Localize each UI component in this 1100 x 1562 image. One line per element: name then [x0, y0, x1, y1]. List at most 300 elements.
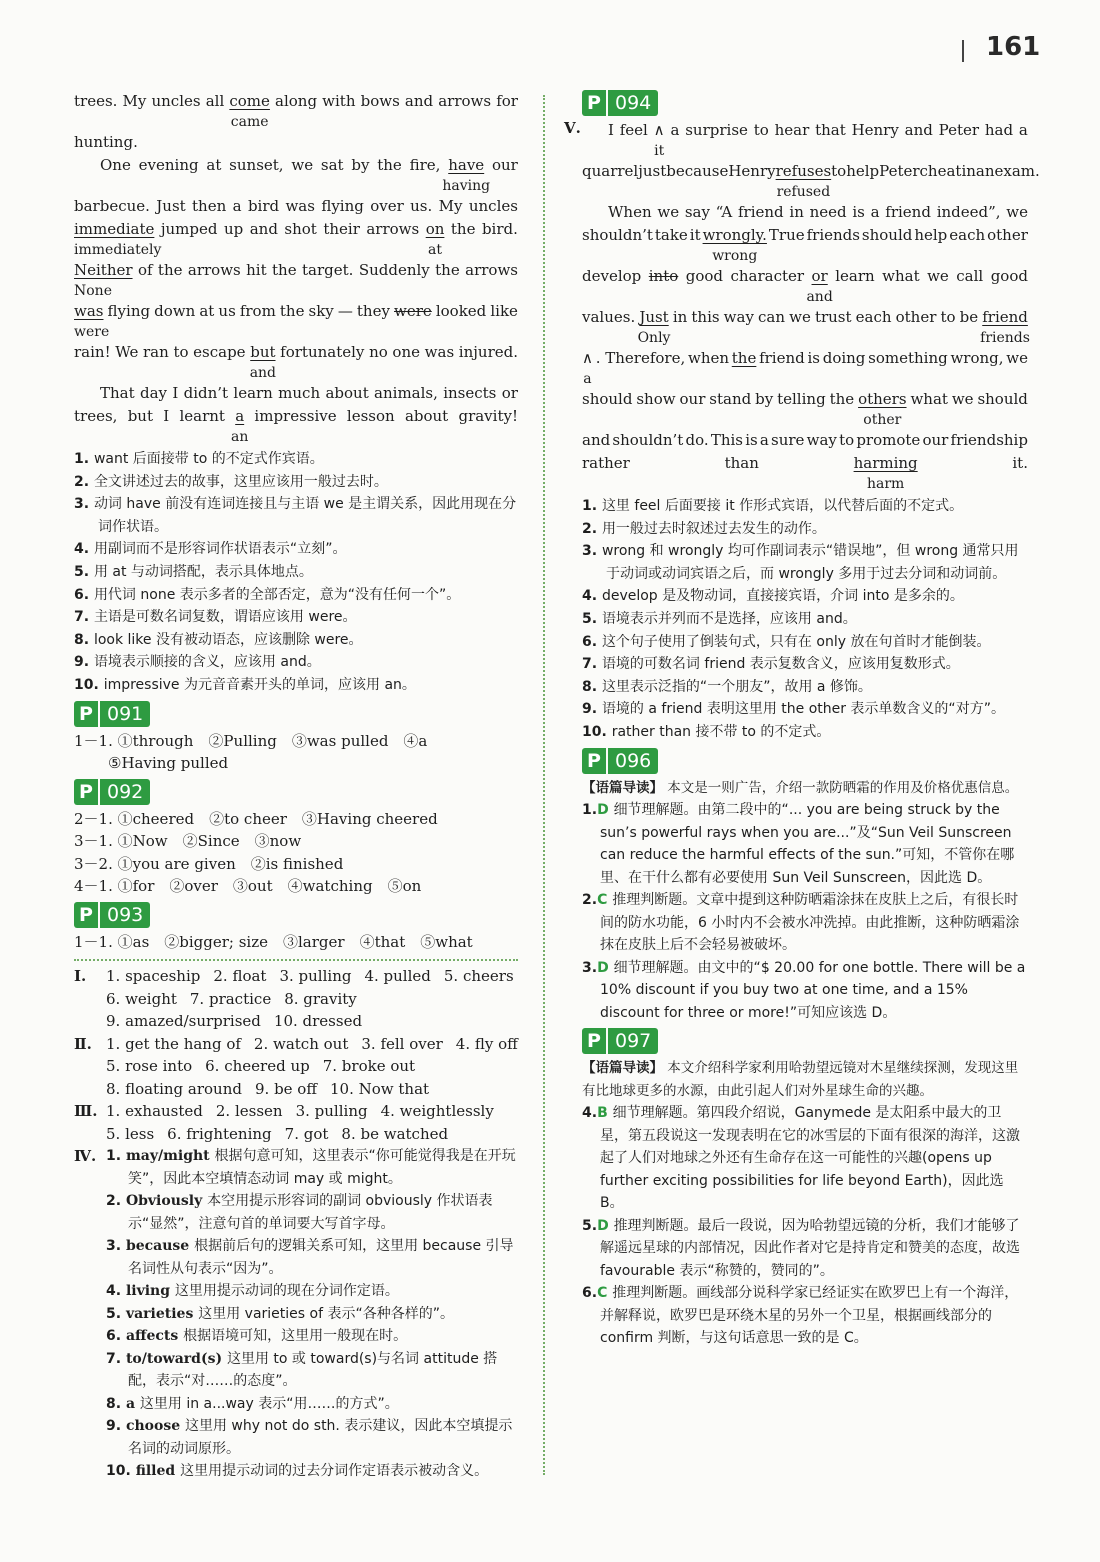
- word: arrows: [187, 261, 241, 279]
- word: down: [154, 302, 196, 320]
- word: should: [582, 390, 633, 408]
- word: My: [122, 92, 147, 110]
- word: to: [173, 343, 189, 361]
- item-number: 6.: [106, 1328, 126, 1345]
- answer-item: 2. float: [213, 967, 267, 986]
- note-text: 用代词 none 表示多者的全部否定，意为“没有任何一个”。: [93, 586, 461, 603]
- explanation: 细节理解题。第四段介绍说，Ganymede 是太阳系中最大的卫星，第五段说这一发现表明在它的冰雪层的下面有很深的海洋，这激起了人们对地球之外还有生命存在这一可能性的兴趣(opens up further exciting possibilities for life beyond Earth)，因此选 B。: [600, 1105, 1020, 1212]
- word: their: [323, 220, 360, 238]
- word: a: [759, 431, 769, 449]
- word: lesson: [346, 407, 395, 425]
- note-number: 4.: [582, 588, 602, 605]
- word: just: [638, 162, 667, 180]
- word: we: [1006, 203, 1028, 221]
- word: promote: [856, 431, 921, 449]
- word: learn: [233, 384, 273, 402]
- note-text: rather than 接不带 to 的不定式。: [611, 723, 831, 740]
- note-number: 6.: [582, 633, 602, 650]
- error-word: or and: [806, 267, 833, 305]
- explanation: 这里用 why not do sth. 表示建议，因此本空填提示名词的动词原形。: [128, 1418, 513, 1457]
- question-number: 1.: [582, 802, 598, 819]
- word: our: [491, 156, 518, 174]
- word: and: [404, 92, 434, 110]
- word: it.: [1012, 454, 1028, 472]
- exercise-items: [106, 1145, 518, 1483]
- word: sat: [320, 156, 344, 174]
- note-number: 3.: [74, 496, 94, 513]
- error-word: Neither None: [74, 261, 133, 299]
- passage-line: [582, 224, 1028, 265]
- word: Henry: [851, 121, 899, 139]
- word: One: [100, 156, 131, 174]
- correction: an: [230, 429, 249, 445]
- note-number: 8.: [582, 678, 602, 695]
- passage-line: [582, 119, 1028, 160]
- word: can: [758, 308, 786, 326]
- note-item: [74, 606, 518, 629]
- word: gravity!: [458, 407, 518, 425]
- word: impressive: [254, 407, 337, 425]
- word: take: [654, 226, 688, 244]
- section-093: [74, 898, 518, 954]
- item-number: 2.: [106, 1193, 126, 1210]
- word: flying: [321, 197, 364, 215]
- word: what: [910, 390, 948, 408]
- answer-item: 2. watch out: [253, 1034, 349, 1053]
- word: target.: [302, 261, 354, 279]
- word: sky: [308, 302, 334, 320]
- word: by: [351, 156, 370, 174]
- note-number: 7.: [582, 656, 602, 673]
- word: uncles: [151, 92, 201, 110]
- word: develop: [582, 267, 642, 285]
- word: ran: [143, 343, 169, 361]
- word: to: [940, 308, 956, 326]
- answer-item: [106, 1393, 518, 1416]
- word: flying: [107, 302, 151, 320]
- error-word: immediate immediately: [74, 220, 162, 258]
- answer-item: 10. Now that: [330, 1079, 430, 1098]
- answer-notes-left: [74, 448, 518, 697]
- insert-mark: ∧ a: [582, 349, 593, 387]
- answer-word: because: [125, 1238, 195, 1255]
- error-word: but and: [249, 343, 277, 381]
- p-icon: P: [74, 902, 98, 928]
- word: no: [369, 343, 388, 361]
- word: wrong,: [950, 349, 1004, 367]
- word: hit: [246, 261, 267, 279]
- p-icon: P: [74, 779, 98, 805]
- passage-line: [74, 382, 518, 405]
- page-number: 161: [986, 32, 1041, 62]
- answer-item: 1. exhausted: [106, 1102, 203, 1121]
- word: bows: [360, 92, 400, 110]
- error-word: friend friends: [980, 308, 1030, 346]
- correction: were: [74, 324, 110, 340]
- word: cheat: [919, 162, 962, 180]
- note-text: 这里 feel 后面要接 it 作形式宾语，以代替后面的不定式。: [601, 498, 964, 514]
- word: is: [852, 203, 865, 221]
- word: say: [684, 203, 710, 221]
- p-icon: P: [582, 748, 606, 774]
- word: one: [392, 343, 420, 361]
- header-separator: [962, 40, 964, 62]
- answer-item: 6. weight: [106, 989, 177, 1008]
- note-text: 语境的可数名词 friend 表示复数含义，应该用复数形式。: [601, 656, 960, 673]
- word: something: [868, 349, 948, 367]
- correction: and: [249, 365, 277, 381]
- word: we: [927, 267, 949, 285]
- word: each: [949, 226, 986, 244]
- correction: None: [74, 283, 112, 299]
- word: us.: [410, 197, 433, 215]
- note-text: 这里表示泛指的“一个朋友”，故用 a 修饰。: [601, 678, 872, 695]
- word: feel: [619, 121, 648, 139]
- word: along: [275, 92, 318, 110]
- correction: friends: [980, 330, 1030, 346]
- note-number: 10.: [74, 676, 104, 693]
- word: had: [984, 121, 1014, 139]
- word: help: [846, 162, 880, 180]
- answer-letter: B: [597, 1105, 613, 1122]
- word: we: [789, 308, 811, 326]
- note-number: 9.: [582, 701, 602, 718]
- passage-line: [74, 195, 518, 218]
- word: I: [163, 407, 170, 425]
- word: to: [839, 431, 855, 449]
- correction: and: [806, 289, 833, 305]
- note-number: 10.: [582, 723, 612, 740]
- word: arrows: [465, 261, 518, 279]
- exercise-section: [74, 965, 518, 1033]
- word: friends: [806, 226, 860, 244]
- answer-item: 7. broke out: [322, 1057, 416, 1076]
- answer-item: 1. get the hang of: [106, 1034, 241, 1053]
- item-number: 3.: [106, 1238, 126, 1255]
- answer-item: 3. fell over: [361, 1034, 443, 1053]
- word: insects: [443, 384, 497, 402]
- p-icon: P: [582, 1028, 606, 1054]
- word: escape: [193, 343, 246, 361]
- answer-item: 8. be watched: [341, 1124, 449, 1143]
- word: a: [670, 121, 680, 139]
- item-number: 5.: [106, 1305, 126, 1322]
- note-item: [582, 540, 1028, 585]
- word: what: [882, 267, 920, 285]
- note-number: 2.: [74, 473, 94, 490]
- error-word: others other: [858, 390, 907, 428]
- word: shouldn’t: [612, 431, 684, 449]
- word: the: [157, 261, 183, 279]
- word: we: [657, 203, 680, 221]
- passage-line: [582, 429, 1028, 452]
- question-answer: [582, 1215, 1028, 1283]
- section-badge-093: P 093: [74, 902, 150, 928]
- note-number: 7.: [74, 609, 94, 626]
- word: from: [239, 302, 276, 320]
- error-word: was were: [74, 302, 110, 340]
- question-number: 3.: [582, 959, 598, 976]
- note-number: 2.: [582, 520, 602, 537]
- section-096: [582, 744, 1028, 1025]
- correction: other: [863, 412, 902, 428]
- note-text: want 后面接带 to 的不定式作宾语。: [93, 451, 324, 467]
- word: up: [223, 220, 244, 238]
- note-number: 1.: [582, 498, 602, 514]
- answer-item: 3. pulling: [295, 1102, 368, 1121]
- answer-word: choose: [125, 1418, 185, 1435]
- answer-item: 5. cheers: [443, 967, 514, 986]
- word: in: [789, 203, 804, 221]
- answer-item: 6. cheered up: [205, 1057, 310, 1076]
- passage-line: [74, 154, 518, 195]
- note-text: 语境的 a friend 表明这里用 the other 表示单数含义的“对方”。: [601, 701, 1005, 718]
- word: then: [192, 197, 227, 215]
- word: at: [206, 156, 222, 174]
- section-badge-092: P 092: [74, 779, 150, 805]
- note-item: [74, 561, 518, 584]
- word: fortunately: [280, 343, 365, 361]
- answer-word: Obviously: [125, 1193, 208, 1210]
- word: bird.: [481, 220, 518, 238]
- roman-numeral: Ⅲ.: [74, 1102, 98, 1121]
- roman-numeral: Ⅱ.: [74, 1034, 92, 1053]
- word: True: [768, 226, 805, 244]
- word: need: [809, 203, 847, 221]
- word: and: [249, 220, 278, 238]
- word: to: [831, 162, 847, 180]
- error-word: harming harm: [853, 454, 918, 492]
- word: exam.: [994, 162, 1040, 180]
- error-word: Just Only: [637, 308, 671, 346]
- word: Suddenly: [358, 261, 430, 279]
- note-item: [582, 676, 1028, 699]
- note-text: 动词 have 前没有连词连接且与主语 we 是主谓关系，因此用现在分词作状语。: [93, 496, 517, 535]
- word: doing: [822, 349, 866, 367]
- note-number: 9.: [74, 654, 94, 671]
- error-word: come came: [229, 92, 270, 130]
- word: Just: [156, 197, 186, 215]
- word: injured.: [458, 343, 518, 361]
- note-item: [74, 493, 518, 538]
- word: rain!: [74, 343, 111, 361]
- answer-item: 4. pulled: [364, 967, 431, 986]
- word: rather: [582, 454, 630, 472]
- note-text: 语境表示顺接的含义，应该用 and。: [93, 654, 321, 671]
- word: about: [325, 384, 369, 402]
- question-answers: [582, 799, 1028, 1024]
- note-item: [582, 495, 1028, 518]
- word: the: [272, 261, 297, 279]
- question-answer: [582, 1102, 1028, 1215]
- question-answer: [582, 889, 1028, 957]
- word: and: [904, 121, 933, 139]
- answer-item: 6. frightening: [167, 1124, 272, 1143]
- word: each: [855, 308, 892, 326]
- word: a: [870, 203, 880, 221]
- answer-item: 3. pulling: [279, 967, 352, 986]
- word: way: [806, 431, 837, 449]
- section-092: [74, 775, 518, 898]
- word: for: [496, 92, 518, 110]
- word: our: [922, 431, 949, 449]
- question-number: 4.: [582, 1105, 598, 1122]
- note-item: [74, 651, 518, 674]
- word: be: [959, 308, 979, 326]
- word: uncles: [468, 197, 518, 215]
- question-number: 5.: [582, 1217, 598, 1234]
- right-column: [564, 90, 1040, 1350]
- note-text: 全文讲述过去的故事，这里应该用一般过去时。: [93, 473, 388, 490]
- word: of: [137, 261, 153, 279]
- word: looked: [435, 302, 487, 320]
- answer-word: varieties: [125, 1305, 199, 1322]
- answer-item: 9. amazed/surprised: [106, 1012, 261, 1031]
- word: the: [279, 302, 305, 320]
- word: this: [691, 308, 720, 326]
- note-text: 语境表示并列而不是选择，应该用 and。: [601, 610, 857, 627]
- note-text: wrong 和 wrongly 均可作副词表示“错误地”，但 wrong 通常只用于动词或动词宾语之后，而 wrongly 多用于过去分词和动词前。: [601, 543, 1019, 582]
- note-number: 3.: [582, 543, 602, 560]
- section-091: [74, 697, 518, 775]
- word: learnt: [179, 407, 225, 425]
- answer-item: [106, 1235, 518, 1280]
- word: fire,: [409, 156, 441, 174]
- passage-line: [582, 347, 1028, 388]
- passage-line: [74, 131, 518, 154]
- word: good: [685, 267, 723, 285]
- note-number: 5.: [582, 610, 602, 627]
- word: in: [672, 308, 688, 326]
- answer-line: ⑤Having pulled: [108, 754, 229, 773]
- word: evening: [138, 156, 199, 174]
- word: like: [490, 302, 518, 320]
- question-answer: [582, 799, 1028, 889]
- section-badge-097: P 097: [582, 1028, 658, 1054]
- answer-notes-right: [582, 495, 1028, 744]
- question-number: 6.: [582, 1285, 598, 1302]
- answer-item: [106, 1190, 518, 1235]
- word: show: [636, 390, 676, 408]
- item-number: 1.: [106, 1148, 126, 1165]
- answer-item: 10. dressed: [273, 1012, 363, 1031]
- word: trust: [814, 308, 852, 326]
- question-answer: [582, 957, 1028, 1025]
- answer-item: [106, 1280, 518, 1303]
- word: we: [291, 156, 314, 174]
- word: “A: [715, 203, 733, 221]
- passage-line: [582, 388, 1028, 429]
- roman-numeral: Ⅳ.: [74, 1147, 97, 1166]
- word: to: [753, 121, 769, 139]
- word: Henry: [728, 162, 776, 180]
- answer-item: 9. be off: [254, 1079, 317, 1098]
- word: That: [100, 384, 135, 402]
- word: is: [745, 431, 758, 449]
- word: surprise: [685, 121, 748, 139]
- word: I: [172, 384, 179, 402]
- word: the: [435, 261, 460, 279]
- correction: Only: [637, 330, 671, 346]
- answer-letter: D: [597, 802, 614, 819]
- word: animals,: [374, 384, 438, 402]
- exercise-section: [74, 1145, 518, 1483]
- note-item: [74, 538, 518, 561]
- exercise-answers: [74, 965, 518, 1483]
- answer-line: 4－1. ①for ②over ③out ④watching ⑤on: [74, 877, 422, 896]
- section-badge-094: P 094: [582, 90, 658, 116]
- note-text: 主语是可数名词复数，谓语应该用 were。: [93, 609, 357, 626]
- note-text: look like 没有被动语态，应该删除 were。: [93, 631, 363, 648]
- passage-line: [74, 405, 518, 446]
- word: quarrel: [582, 162, 639, 180]
- correction: came: [230, 114, 269, 130]
- word: trees.: [74, 92, 118, 110]
- question-answer: [582, 1282, 1028, 1350]
- answer-item: 5. rose into: [106, 1057, 193, 1076]
- word: because: [666, 162, 729, 180]
- word: they: [356, 302, 390, 320]
- word: the: [377, 156, 402, 174]
- word: is: [807, 349, 820, 367]
- passage-line: [74, 90, 518, 131]
- word: than: [724, 454, 759, 472]
- exercise-items: [106, 1100, 518, 1145]
- item-number: 4.: [106, 1283, 126, 1300]
- word: the: [450, 220, 476, 238]
- answer-item: 4. fly off: [455, 1034, 518, 1053]
- section-097: [582, 1024, 1028, 1350]
- word: we: [951, 390, 974, 408]
- correction: it: [654, 143, 665, 159]
- word: indeed”,: [936, 203, 1001, 221]
- note-number: 6.: [74, 586, 94, 603]
- word: over: [370, 197, 404, 215]
- note-item: [74, 629, 518, 652]
- answer-line: 1－1. ①through ②Pulling ③was pulled ④a: [74, 731, 428, 750]
- left-column: [74, 90, 518, 1483]
- word: friend: [885, 203, 931, 221]
- note-item: [74, 448, 518, 471]
- section-roman-numeral: Ⅴ.: [564, 119, 581, 137]
- answer-item: 7. practice: [189, 989, 272, 1008]
- error-word: the: [731, 349, 757, 367]
- explanation: 根据句意可知，这里表示“你可能觉得我是在开玩笑”，因此本空填情态动词 may 或 might。: [128, 1148, 516, 1187]
- word: help: [914, 226, 948, 244]
- explanation: 细节理解题。由文中的“$ 20.00 for one bottle. There will be a 10% discount if you buy two at one time, and a 15% discount for three or more!”可知应该选 D。: [600, 959, 1026, 1021]
- word: it: [689, 226, 701, 244]
- word: sunset,: [229, 156, 284, 174]
- word: about: [404, 407, 449, 425]
- error-word: have having: [442, 156, 491, 194]
- exercise-section: [74, 1033, 518, 1101]
- word: by: [755, 390, 774, 408]
- answer-item: [106, 1145, 518, 1190]
- word: should: [861, 226, 913, 244]
- note-item: [582, 585, 1028, 608]
- word: we: [1006, 349, 1028, 367]
- word: hear: [774, 121, 810, 139]
- note-text: develop 是及物动词，直接接宾语，介词 into 是多余的。: [601, 588, 964, 605]
- word: telling: [777, 390, 826, 408]
- explanation: 根据语境可知，这里用一般现在时。: [183, 1328, 408, 1345]
- word: in: [961, 162, 976, 180]
- answer-letter: C: [597, 892, 613, 909]
- correction: a: [583, 371, 592, 387]
- word: the: [829, 390, 855, 408]
- word: didn’t: [183, 384, 229, 402]
- word: other: [895, 308, 937, 326]
